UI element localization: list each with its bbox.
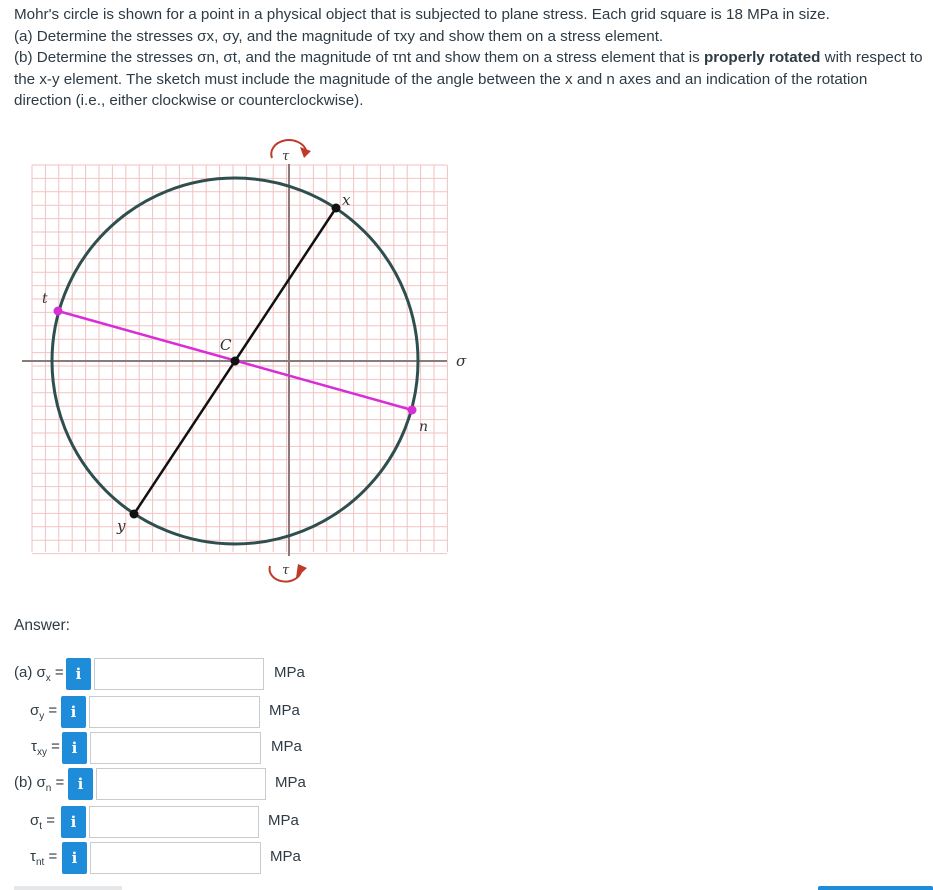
answer-label-prefix: τ [31,738,37,755]
answer-label [31,738,60,758]
bottom-bar-left [14,886,122,890]
problem-bold-text: properly rotated [703,49,821,66]
problem-line-4: the x-y element. The sketch must include the magnitude of the angle between the x and n axes and an indication of the rotation [14,70,868,88]
clockwise-arrow-icon [271,140,311,158]
problem-line-3a: (b) Determine the stresses σn, σt, and the magnitude of τnt and show them on a stress element that is [14,49,704,66]
unit-label: MPa [271,738,302,755]
answer-label-prefix: τ [30,848,36,865]
answer-input[interactable] [89,696,260,728]
answer-row [0,806,933,838]
answer-label [30,848,57,868]
answer-label-suffix: = [44,702,58,719]
unit-label: MPa [269,702,300,719]
answer-label-sub: y [39,711,45,722]
info-icon[interactable]: i [68,768,93,800]
answer-input[interactable] [90,842,261,874]
label-y: y [117,517,126,535]
unit-label: MPa [268,812,299,829]
problem-line-3b: with respect to [820,49,923,66]
answer-label-suffix: = [46,738,60,755]
grid [32,165,447,554]
answer-label [14,774,64,794]
label-tau-top: τ [282,149,290,164]
answer-label-suffix: = [51,774,65,791]
problem-line-2: (a) Determine the stresses σx, σy, and the magnitude of τxy and show them on a stress element. [14,27,664,45]
answer-title: Answer: [14,617,70,634]
answer-label-sub: n [45,783,52,794]
answer-input[interactable] [96,768,266,800]
problem-line-1: Mohr's circle is shown for a point in a physical object that is subjected to plane stress. Each grid square is 18 MPa in size. [14,6,830,23]
answer-label-prefix: (b) σ [14,774,46,791]
answer-row [0,732,933,764]
point-center [231,357,240,366]
answer-input[interactable] [90,732,261,764]
answer-label-prefix: (a) σ [14,664,46,681]
answer-row [0,842,933,874]
answer-label-sub: nt [35,857,45,868]
answer-row [0,658,933,690]
answer-label-sub: t [39,821,43,832]
answer-input[interactable] [94,658,264,690]
answer-label-prefix: σ [30,812,40,829]
info-icon[interactable]: i [62,842,87,874]
unit-label: MPa [270,848,301,865]
info-icon[interactable]: i [66,658,91,690]
answer-label-suffix: = [50,664,64,681]
info-icon[interactable]: i [61,806,86,838]
answer-label [30,812,55,832]
label-sigma: σ [456,352,467,370]
point-t [54,307,63,316]
label-c: C [220,336,232,354]
point-n [408,406,417,415]
label-t: t [42,291,48,307]
answer-label [14,664,64,684]
answer-row [0,768,933,800]
answer-label-sub: xy [36,747,47,758]
answer-row [0,696,933,728]
answer-label-prefix: σ [30,702,40,719]
label-tau-bottom: τ [282,563,290,578]
unit-label: MPa [275,774,306,791]
info-icon[interactable]: i [62,732,87,764]
unit-label: MPa [274,664,305,681]
label-n: n [419,419,429,435]
bottom-bar-right[interactable] [818,886,933,890]
point-x [332,204,341,213]
answer-input[interactable] [89,806,259,838]
answer-label-sub: x [45,673,51,684]
problem-line-5: direction (i.e., either clockwise or counterclockwise). [14,92,364,109]
answer-label-suffix: = [44,848,58,865]
answer-label [30,702,57,722]
point-y [130,510,139,519]
answer-label-suffix: = [42,812,55,829]
info-icon[interactable]: i [61,696,86,728]
label-x: x [342,191,351,209]
